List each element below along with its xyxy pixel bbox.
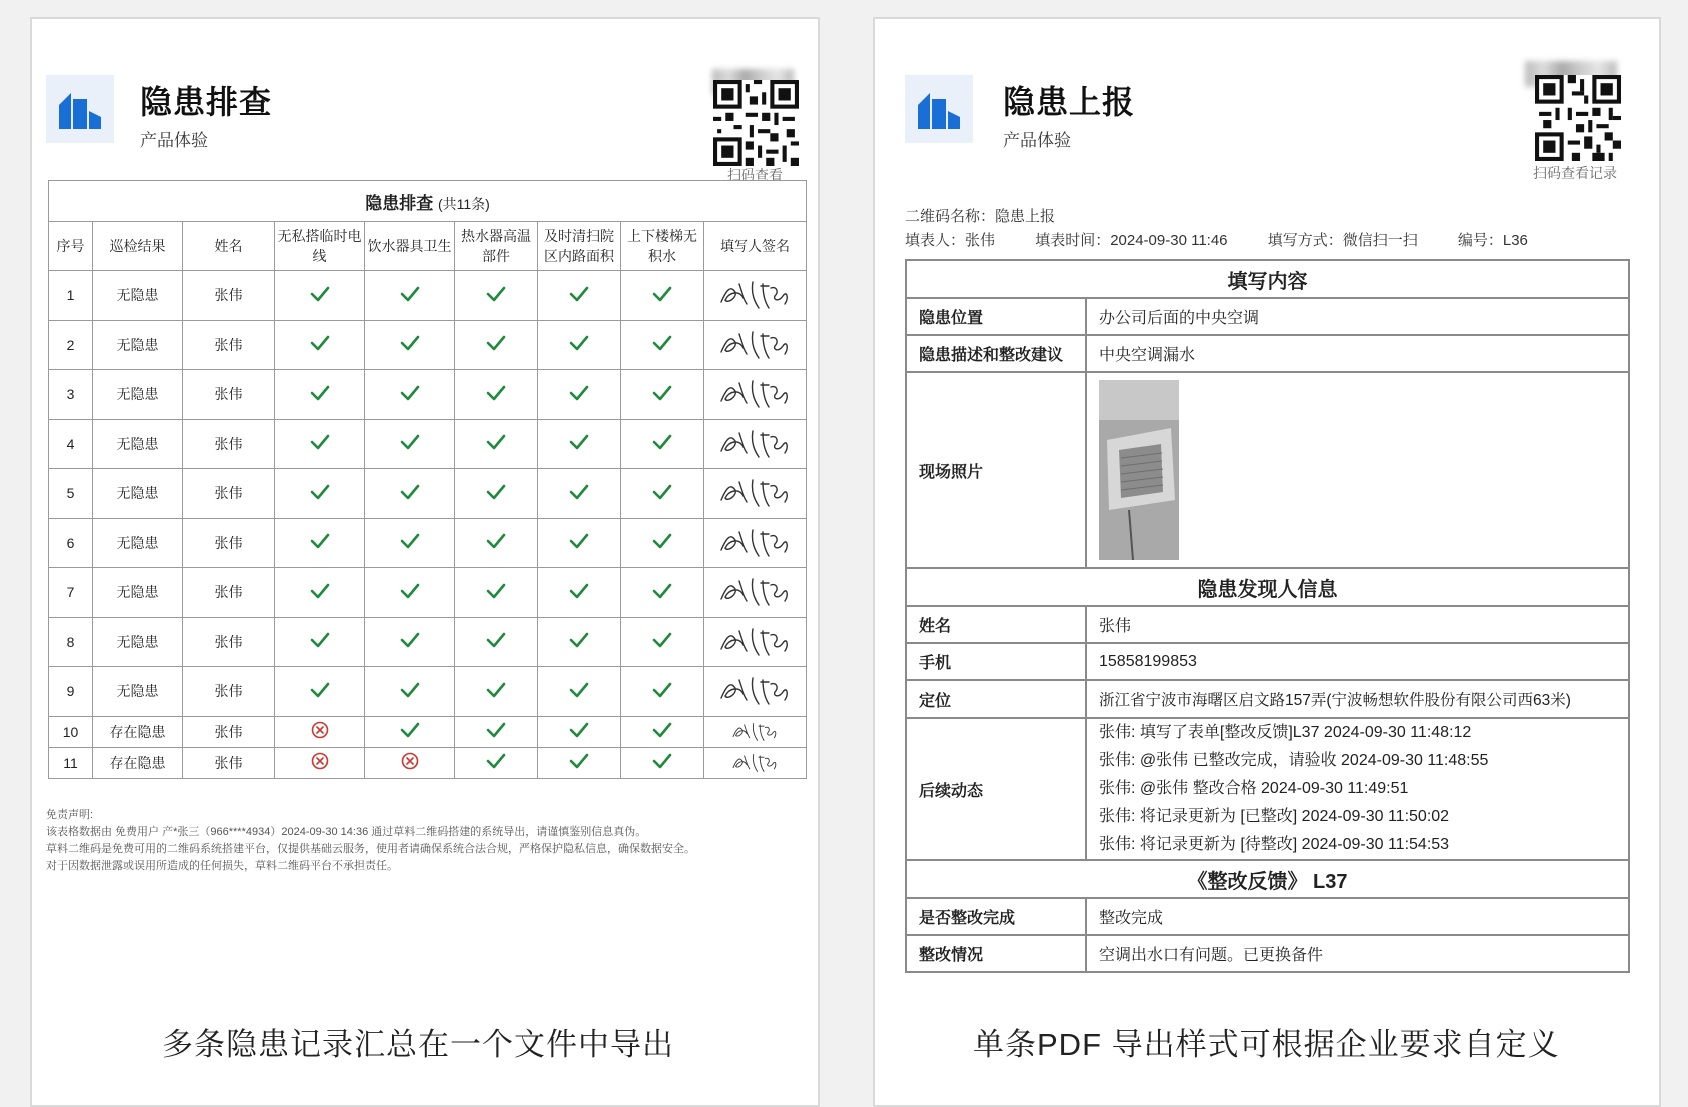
cell-name: 张伟 [183, 716, 275, 747]
cell-result: 无隐患 [93, 320, 183, 370]
cell-index: 8 [49, 617, 93, 667]
cross-circle-icon [275, 747, 365, 778]
value-description: 中央空调漏水 [1086, 335, 1629, 372]
cell-index: 9 [49, 667, 93, 717]
check-icon [365, 716, 455, 747]
label-rectification: 整改情况 [906, 935, 1086, 972]
qr-caption: 扫码查看记录 [1533, 165, 1617, 181]
signature-image [704, 370, 807, 420]
cell-index: 2 [49, 320, 93, 370]
col-header: 序号 [49, 222, 93, 271]
page-title: 隐患排查 [140, 84, 273, 120]
cell-index: 6 [49, 518, 93, 568]
check-icon [455, 271, 538, 321]
value-location: 办公司后面的中央空调 [1086, 298, 1629, 335]
check-icon [621, 617, 704, 667]
filler: 填表人：张伟 [905, 232, 996, 249]
cell-result: 存在隐患 [93, 716, 183, 747]
check-icon [538, 568, 621, 618]
fill-time: 填表时间：2024-09-30 11:46 [1035, 232, 1228, 249]
col-header: 热水器高温部件 [455, 222, 538, 271]
value-position: 浙江省宁波市海曙区启文路157弄(宁波畅想软件股份有限公司西63米) [1086, 680, 1629, 718]
label-phone: 手机 [906, 643, 1086, 680]
fill-method: 填写方式：微信扫一扫 [1267, 232, 1418, 249]
followup-item: 张伟: @张伟 已整改完成，请验收 2024-09-30 11:48:55 [1099, 752, 1489, 769]
check-icon [365, 617, 455, 667]
app-logo [905, 75, 973, 143]
cell-result: 无隐患 [93, 667, 183, 717]
cell-index: 4 [49, 419, 93, 469]
signature-image [704, 469, 807, 519]
check-icon [455, 667, 538, 717]
check-icon [275, 419, 365, 469]
cell-name: 张伟 [183, 747, 275, 778]
cross-circle-icon [365, 747, 455, 778]
col-header: 饮水器具卫生 [365, 222, 455, 271]
table-row [49, 747, 807, 778]
check-icon [275, 518, 365, 568]
check-icon [538, 419, 621, 469]
col-header: 无私搭临时电线 [275, 222, 365, 271]
label-photo: 现场照片 [906, 372, 1086, 568]
check-icon [275, 617, 365, 667]
check-icon [455, 747, 538, 778]
table-row [49, 518, 807, 568]
signature-image [704, 747, 807, 778]
col-header: 填写人签名 [704, 222, 807, 271]
check-icon [455, 518, 538, 568]
value-rectification: 空调出水口有问题。已更换备件 [1086, 935, 1629, 972]
followup-item: 张伟: @张伟 整改合格 2024-09-30 11:49:51 [1099, 780, 1409, 797]
table-header-row [49, 222, 807, 271]
record-number: 编号：L36 [1457, 232, 1528, 249]
building-icon [918, 89, 960, 129]
left-caption: 多条隐患记录汇总在一个文件中导出 [162, 1027, 674, 1062]
check-icon [621, 469, 704, 519]
cell-name: 张伟 [183, 419, 275, 469]
check-icon [538, 667, 621, 717]
check-icon [621, 370, 704, 420]
cell-name: 张伟 [183, 370, 275, 420]
cross-circle-icon [275, 716, 365, 747]
check-icon [538, 518, 621, 568]
check-icon [538, 320, 621, 370]
signature-image [704, 419, 807, 469]
page-title: 隐患上报 [1003, 84, 1136, 120]
cell-name: 张伟 [183, 320, 275, 370]
section-feedback: 《整改反馈》 L37 [906, 860, 1629, 898]
cell-name: 张伟 [183, 667, 275, 717]
check-icon [455, 370, 538, 420]
check-icon [275, 667, 365, 717]
label-done: 是否整改完成 [906, 898, 1086, 935]
signature-image [704, 320, 807, 370]
cell-name: 张伟 [183, 469, 275, 519]
label-followup: 后续动态 [906, 718, 1086, 860]
col-header: 上下楼梯无积水 [621, 222, 704, 271]
app-logo [46, 75, 114, 143]
qr-code-icon[interactable] [713, 80, 799, 166]
label-position: 定位 [906, 680, 1086, 718]
check-icon [275, 271, 365, 321]
cell-result: 无隐患 [93, 518, 183, 568]
ac-unit-image [1099, 380, 1179, 560]
check-icon [621, 747, 704, 778]
table-row [49, 716, 807, 747]
col-header: 及时清扫院区内路面积 [538, 222, 621, 271]
cell-result: 无隐患 [93, 568, 183, 618]
signature-image [704, 667, 807, 717]
check-icon [621, 568, 704, 618]
page-subtitle: 产品体验 [140, 131, 208, 150]
value-name: 张伟 [1086, 606, 1629, 643]
cell-index: 11 [49, 747, 93, 778]
check-icon [365, 667, 455, 717]
label-location: 隐患位置 [906, 298, 1086, 335]
check-icon [365, 271, 455, 321]
check-icon [538, 370, 621, 420]
table-row [49, 568, 807, 618]
qr-caption: 扫码查看 [727, 167, 783, 183]
check-icon [455, 469, 538, 519]
table-row [49, 419, 807, 469]
check-icon [621, 716, 704, 747]
site-photo[interactable] [1099, 380, 1179, 560]
check-icon [275, 469, 365, 519]
cell-result: 无隐患 [93, 469, 183, 519]
cell-name: 张伟 [183, 617, 275, 667]
page-subtitle: 产品体验 [1003, 131, 1071, 150]
check-icon [275, 320, 365, 370]
check-icon [621, 419, 704, 469]
check-icon [365, 419, 455, 469]
followup-item: 张伟: 填写了表单[整改反馈]L37 2024-09-30 11:48:12 [1099, 724, 1472, 741]
qr-name: 二维码名称：隐患上报 [905, 208, 1056, 225]
check-icon [365, 568, 455, 618]
check-icon [365, 518, 455, 568]
table-caption: 隐患排查 (共11条) [49, 181, 807, 222]
cell-index: 3 [49, 370, 93, 420]
table-row [49, 271, 807, 321]
check-icon [538, 716, 621, 747]
summary-export-page [30, 17, 820, 1107]
record-meta [905, 229, 1564, 250]
value-phone: 15858199853 [1086, 643, 1629, 680]
table-row [49, 469, 807, 519]
disclaimer: 免责声明: 该表格数据由 免费用户 产*张三（966****4934）2024-09-30 14:36 通过草料二维码搭建的系统导出，请谨慎鉴别信息真伪。 草料二维码是免费可用的二维码系统搭建平台，仅提供基础云服务，使用者请确保系统合法合规，严格保护隐私信息，确保数据安全。 对于因数据泄露或误用所造成的任何损失，草料二维码平台不承担责任。 [46, 809, 695, 872]
check-icon [275, 370, 365, 420]
check-icon [621, 271, 704, 321]
check-icon [538, 747, 621, 778]
cell-index: 10 [49, 716, 93, 747]
cell-index: 7 [49, 568, 93, 618]
check-icon [365, 370, 455, 420]
cell-result: 无隐患 [93, 370, 183, 420]
check-icon [621, 320, 704, 370]
cell-result: 存在隐患 [93, 747, 183, 778]
label-name: 姓名 [906, 606, 1086, 643]
table-row [49, 320, 807, 370]
signature-image [704, 568, 807, 618]
cell-name: 张伟 [183, 518, 275, 568]
table-row [49, 667, 807, 717]
cell-name: 张伟 [183, 271, 275, 321]
section-content: 填写内容 [906, 260, 1629, 298]
value-done: 整改完成 [1086, 898, 1629, 935]
col-header: 姓名 [183, 222, 275, 271]
inspection-table [48, 180, 807, 779]
building-icon [59, 89, 101, 129]
check-icon [455, 568, 538, 618]
cell-result: 无隐患 [93, 617, 183, 667]
table-row [49, 370, 807, 420]
check-icon [455, 320, 538, 370]
check-icon [365, 469, 455, 519]
followup-item: 张伟: 将记录更新为 [待整改] 2024-09-30 11:54:53 [1099, 836, 1450, 853]
table-row [49, 617, 807, 667]
cell-index: 5 [49, 469, 93, 519]
record-count: (共11条) [437, 195, 490, 212]
followup-item: 张伟: 将记录更新为 [已整改] 2024-09-30 11:50:02 [1099, 808, 1450, 825]
check-icon [275, 568, 365, 618]
label-description: 隐患描述和整改建议 [906, 335, 1086, 372]
check-icon [538, 617, 621, 667]
check-icon [538, 469, 621, 519]
check-icon [365, 320, 455, 370]
qr-code-icon[interactable] [1535, 75, 1621, 161]
signature-image [704, 271, 807, 321]
followup-list [1086, 718, 1629, 860]
record-detail-table [905, 259, 1630, 973]
check-icon [455, 716, 538, 747]
check-icon [621, 667, 704, 717]
signature-image [704, 716, 807, 747]
cell-index: 1 [49, 271, 93, 321]
cell-result: 无隐患 [93, 271, 183, 321]
check-icon [621, 518, 704, 568]
section-finder: 隐患发现人信息 [906, 568, 1629, 606]
cell-result: 无隐患 [93, 419, 183, 469]
check-icon [455, 419, 538, 469]
col-header: 巡检结果 [93, 222, 183, 271]
check-icon [538, 271, 621, 321]
check-icon [455, 617, 538, 667]
single-record-page [873, 17, 1661, 1107]
signature-image [704, 617, 807, 667]
cell-name: 张伟 [183, 568, 275, 618]
signature-image [704, 518, 807, 568]
right-caption: 单条PDF 导出样式可根据企业要求自定义 [973, 1027, 1560, 1062]
